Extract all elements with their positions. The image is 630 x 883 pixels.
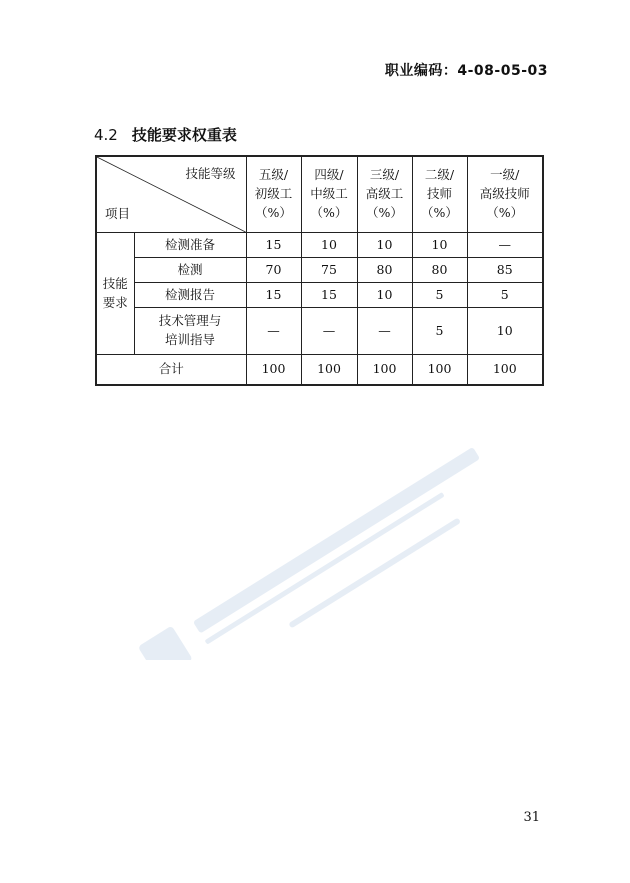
cell-value: —: [246, 308, 301, 355]
cell-value: 15: [246, 233, 301, 258]
cell-value: 5: [412, 283, 467, 308]
cell-value: 70: [246, 258, 301, 283]
table-row: [96, 258, 543, 283]
cell-value: 75: [301, 258, 357, 283]
section-title: [94, 124, 237, 145]
level-header-2: 二级/ 技师 （%）: [412, 156, 467, 233]
total-value: 100: [246, 355, 301, 386]
skill-weight-table: [95, 155, 544, 386]
occupation-code: 职业编码：4-08-05-03: [384, 63, 548, 79]
group-label-skill-requirements: 技能 要求: [96, 233, 134, 355]
cell-value: 80: [412, 258, 467, 283]
total-value: 100: [467, 355, 543, 386]
cell-value: 10: [301, 233, 357, 258]
cell-value: 10: [467, 308, 543, 355]
row-item: 检测准备: [134, 233, 246, 258]
total-row: [96, 355, 543, 386]
cell-value: —: [357, 308, 412, 355]
total-label: 合计: [96, 355, 246, 386]
corner-label-item: 项目: [105, 206, 131, 222]
cell-value: —: [467, 233, 543, 258]
section-number: 4.2: [94, 126, 118, 144]
cell-value: 10: [357, 233, 412, 258]
row-item: 检测报告: [134, 283, 246, 308]
cell-value: 5: [412, 308, 467, 355]
cell-value: 10: [357, 283, 412, 308]
cell-value: —: [301, 308, 357, 355]
cell-value: 10: [412, 233, 467, 258]
total-value: 100: [412, 355, 467, 386]
cell-value: 85: [467, 258, 543, 283]
corner-label-level: 技能等级: [185, 166, 236, 181]
table-row: [96, 308, 543, 355]
row-item: 技术管理与 培训指导: [134, 308, 246, 355]
publisher-watermark: [100, 430, 520, 660]
level-header-1: 一级/ 高级技师 （%）: [467, 156, 543, 233]
level-header-5: 五级/ 初级工 （%）: [246, 156, 301, 233]
level-header-4: 四级/ 中级工 （%）: [301, 156, 357, 233]
cell-value: 15: [246, 283, 301, 308]
level-header-3: 三级/ 高级工 （%）: [357, 156, 412, 233]
cell-value: 15: [301, 283, 357, 308]
table-row: [96, 283, 543, 308]
table-corner-cell: [96, 156, 246, 233]
cell-value: 5: [467, 283, 543, 308]
table-row: [96, 233, 543, 258]
total-value: 100: [301, 355, 357, 386]
page-number: 31: [523, 810, 540, 825]
row-item: 检测: [134, 258, 246, 283]
total-value: 100: [357, 355, 412, 386]
section-title-text: 技能要求权重表: [131, 126, 237, 144]
cell-value: 80: [357, 258, 412, 283]
